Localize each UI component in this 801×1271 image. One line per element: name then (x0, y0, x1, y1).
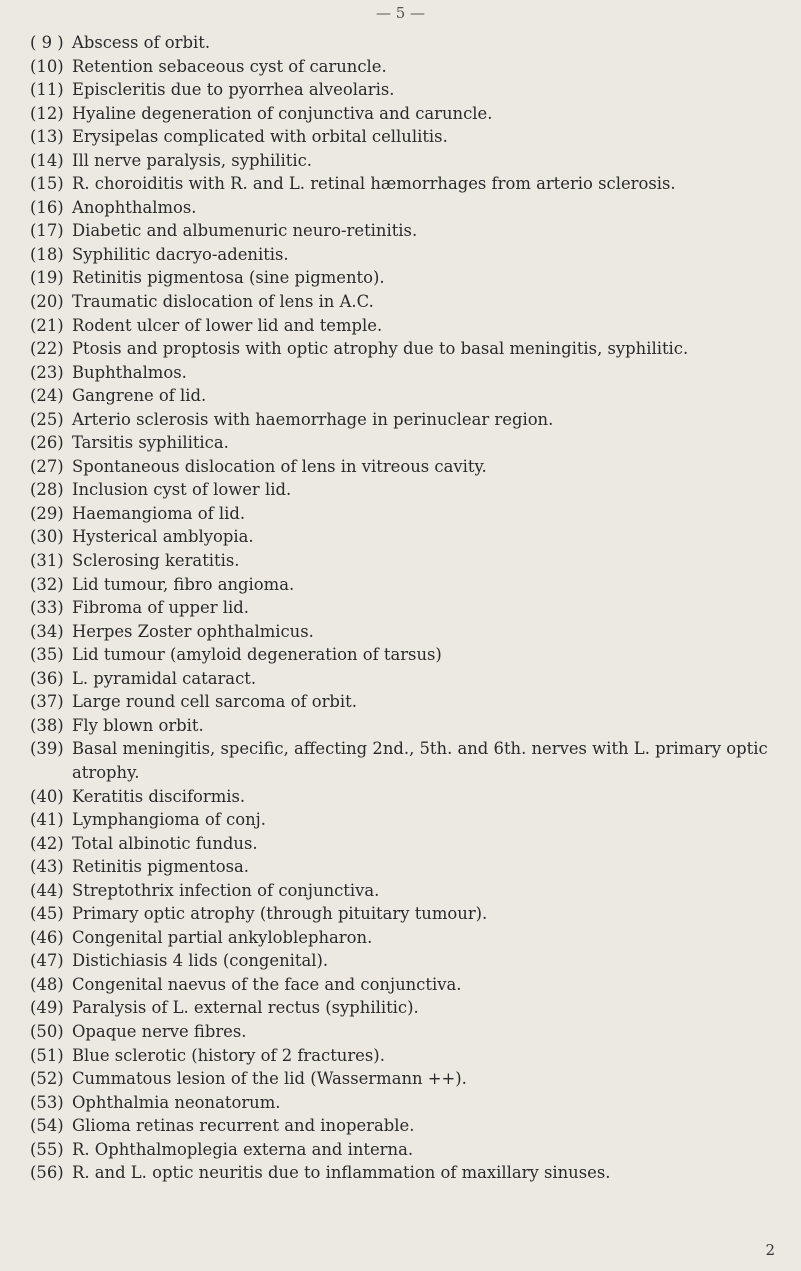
entry-number: (14) (30, 150, 64, 170)
entry-text: Traumatic dislocation of lens in A.C. (72, 292, 374, 312)
list-item (30, 31, 790, 55)
entry-number: (55) (30, 1139, 64, 1159)
entry-text: Diabetic and albumenuric neuro-retinitis. (72, 221, 418, 241)
entry-text: Spontaneous dislocation of lens in vitreous cavity. (72, 456, 487, 476)
list-item (30, 690, 790, 714)
entry-text: Lid tumour, fibro angioma. (72, 574, 295, 594)
entry-text: Ptosis and proptosis with optic atrophy due to basal meningitis, syphilitic. (72, 339, 689, 359)
entry-number: (54) (30, 1116, 64, 1136)
entry-text: Retinitis pigmentosa (sine pigmento). (72, 268, 385, 288)
entry-number: (41) (30, 810, 64, 830)
entry-text: Cummatous lesion of the lid (Wassermann ++). (72, 1069, 467, 1089)
entry-number: (46) (30, 927, 64, 947)
entry-number: (19) (30, 268, 64, 288)
list-item (30, 832, 790, 856)
entry-number: (40) (30, 786, 64, 806)
page-header: — 5 — (375, 4, 426, 22)
entry-number: (25) (30, 409, 64, 429)
list-item (30, 973, 790, 997)
entry-number: (50) (30, 1021, 64, 1041)
entry-text: Syphilitic dacryo-adenitis. (72, 244, 289, 264)
list-item (30, 737, 790, 784)
entry-text: Haemangioma of lid. (72, 503, 246, 523)
entry-number: (51) (30, 1045, 64, 1065)
list-item (30, 1114, 790, 1138)
list-item (30, 879, 790, 903)
list-item (30, 337, 790, 361)
list-item (30, 596, 790, 620)
entry-text: Congenital naevus of the face and conjunctiva. (72, 974, 462, 994)
list-item (30, 714, 790, 738)
entry-number: (35) (30, 645, 64, 665)
list-item (30, 478, 790, 502)
entry-number: (17) (30, 221, 64, 241)
list-item (30, 314, 790, 338)
list-item (30, 525, 790, 549)
entry-number: (18) (30, 244, 64, 264)
entry-number: (28) (30, 480, 64, 500)
entry-number: (42) (30, 833, 64, 853)
list-item (30, 196, 790, 220)
entry-number: (29) (30, 503, 64, 523)
list-item (30, 996, 790, 1020)
entry-text: L. pyramidal cataract. (72, 668, 257, 688)
entry-number: (36) (30, 668, 64, 688)
entry-text: Blue sclerotic (history of 2 fractures). (72, 1045, 385, 1065)
entry-number: (47) (30, 951, 64, 971)
list-item (30, 949, 790, 973)
list-item (30, 1161, 790, 1185)
list-item (30, 785, 790, 809)
entry-number: (37) (30, 692, 64, 712)
list-item (30, 149, 790, 173)
list-item (30, 266, 790, 290)
entry-text: Opaque nerve fibres. (72, 1021, 247, 1041)
entry-text: Anophthalmos. (72, 197, 197, 217)
list-item (30, 902, 790, 926)
list-item (30, 219, 790, 243)
list-item (30, 667, 790, 691)
entry-text: Total albinotic fundus. (72, 833, 258, 853)
entry-text: Primary optic atrophy (through pituitary tumour). (72, 904, 488, 924)
entry-number: (38) (30, 715, 64, 735)
entry-number: (39) (30, 739, 64, 759)
entry-text: Large round cell sarcoma of orbit. (72, 692, 357, 712)
entry-number: (26) (30, 433, 64, 453)
list-item (30, 573, 790, 597)
entry-text: Keratitis disciformis. (72, 786, 246, 806)
entry-text: Buphthalmos. (72, 362, 187, 382)
entry-number: (15) (30, 174, 64, 194)
list-item (30, 172, 790, 196)
entry-text: Retention sebaceous cyst of caruncle. (72, 56, 387, 76)
entry-number: (23) (30, 362, 64, 382)
list-item (30, 1091, 790, 1115)
entry-text: Ophthalmia neonatorum. (72, 1092, 281, 1112)
entry-text: Glioma retinas recurrent and inoperable. (72, 1116, 415, 1136)
entry-text: Basal meningitis, specific, affecting 2nd., 5th. and 6th. nerves with L. primary optic atrophy. (72, 739, 768, 782)
entry-text: Lid tumour (amyloid degeneration of tarsus) (72, 645, 442, 665)
entry-number: (45) (30, 904, 64, 924)
list-item (30, 361, 790, 385)
entry-text: Lymphangioma of conj. (72, 810, 266, 830)
entry-text: R. and L. optic neuritis due to inflammation of maxillary sinuses. (72, 1163, 611, 1183)
entry-number: (43) (30, 857, 64, 877)
entry-number: (12) (30, 103, 64, 123)
entry-number: (34) (30, 621, 64, 641)
entry-text: Hysterical amblyopia. (72, 527, 254, 547)
list-item (30, 55, 790, 79)
list-item (30, 408, 790, 432)
list-item (30, 102, 790, 126)
entry-text: Sclerosing keratitis. (72, 551, 240, 571)
entry-number: (22) (30, 339, 64, 359)
entry-number: (16) (30, 197, 64, 217)
list-item (30, 1138, 790, 1162)
list-item (30, 1044, 790, 1068)
entry-text: Retinitis pigmentosa. (72, 857, 249, 877)
entry-text: Fibroma of upper lid. (72, 598, 249, 618)
entry-number: (13) (30, 127, 64, 147)
entry-text: Hyaline degeneration of conjunctiva and caruncle. (72, 103, 493, 123)
entry-text: Erysipelas complicated with orbital cellulitis. (72, 127, 448, 147)
entry-number: (33) (30, 598, 64, 618)
entry-text: Arterio sclerosis with haemorrhage in perinuclear region. (72, 409, 554, 429)
entry-number: (48) (30, 974, 64, 994)
list-item (30, 78, 790, 102)
list-item (30, 926, 790, 950)
entry-number: (30) (30, 527, 64, 547)
page-number: 2 (765, 1241, 775, 1259)
entry-number: (10) (30, 56, 64, 76)
entry-text: Fly blown orbit. (72, 715, 204, 735)
list-item (30, 1020, 790, 1044)
entry-text: Rodent ulcer of lower lid and temple. (72, 315, 383, 335)
list-item (30, 125, 790, 149)
list-item (30, 620, 790, 644)
entry-text: Inclusion cyst of lower lid. (72, 480, 292, 500)
list-item (30, 643, 790, 667)
case-list (30, 31, 790, 1185)
entry-text: Gangrene of lid. (72, 386, 207, 406)
entry-number: (56) (30, 1163, 64, 1183)
list-item (30, 243, 790, 267)
entry-number: (53) (30, 1092, 64, 1112)
list-item (30, 384, 790, 408)
entry-text: Tarsitis syphilitica. (72, 433, 229, 453)
entry-number: (27) (30, 456, 64, 476)
list-item (30, 290, 790, 314)
list-item (30, 808, 790, 832)
entry-number: (20) (30, 292, 64, 312)
list-item (30, 431, 790, 455)
entry-text: Abscess of orbit. (72, 33, 211, 52)
entry-text: Ill nerve paralysis, syphilitic. (72, 150, 312, 170)
entry-text: Episcleritis due to pyorrhea alveolaris. (72, 80, 395, 100)
entry-text: Streptothrix infection of conjunctiva. (72, 880, 380, 900)
entry-text: Congenital partial ankyloblepharon. (72, 927, 373, 947)
list-item (30, 455, 790, 479)
entry-number: (11) (30, 80, 64, 100)
entry-number: (24) (30, 386, 64, 406)
list-item (30, 1067, 790, 1091)
list-item (30, 502, 790, 526)
list-item (30, 855, 790, 879)
list-item (30, 549, 790, 573)
entry-number: (52) (30, 1069, 64, 1089)
entry-number: (31) (30, 551, 64, 571)
entry-text: R. Ophthalmoplegia externa and interna. (72, 1139, 414, 1159)
entry-text: R. choroiditis with R. and L. retinal hæmorrhages from arterio sclerosis. (72, 174, 676, 194)
entry-number: ( 9 ) (30, 33, 64, 52)
entry-text: Distichiasis 4 lids (congenital). (72, 951, 329, 971)
entry-number: (44) (30, 880, 64, 900)
entry-text: Herpes Zoster ophthalmicus. (72, 621, 314, 641)
entry-number: (49) (30, 998, 64, 1018)
entry-number: (32) (30, 574, 64, 594)
entry-number: (21) (30, 315, 64, 335)
entry-text: Paralysis of L. external rectus (syphilitic). (72, 998, 419, 1018)
